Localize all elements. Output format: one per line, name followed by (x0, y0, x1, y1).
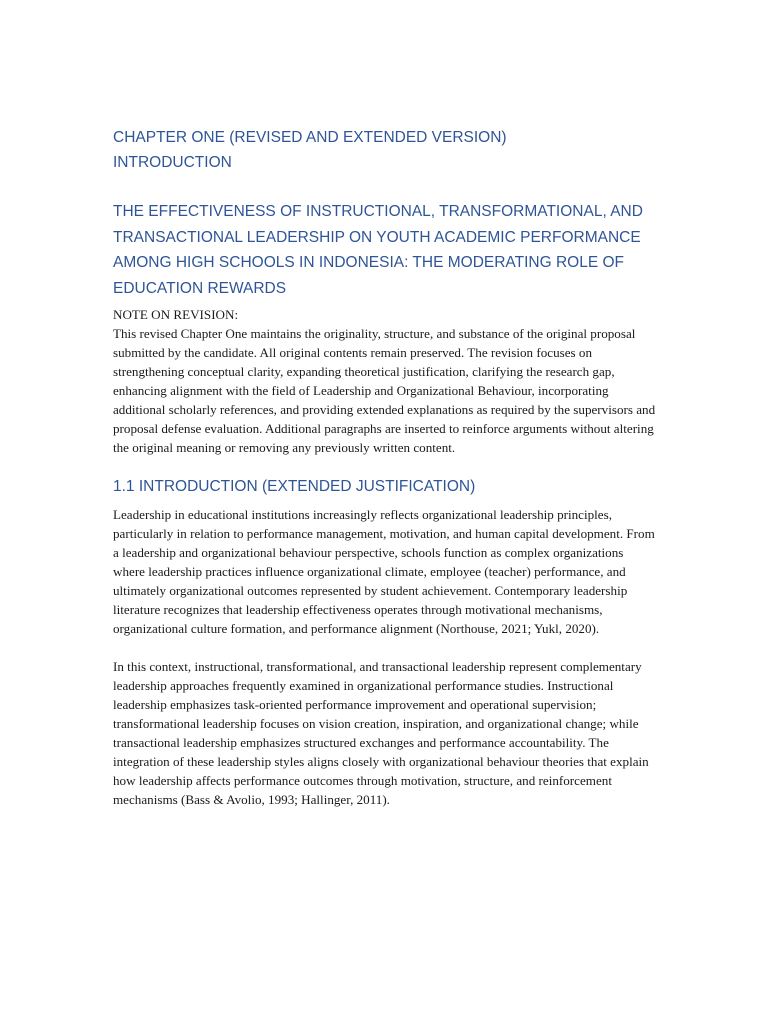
document-page (113, 125, 658, 809)
section-heading: 1.1 INTRODUCTION (EXTENDED JUSTIFICATION) (113, 478, 476, 495)
revision-note-label: NOTE ON REVISION: (113, 307, 239, 322)
chapter-title: CHAPTER ONE (REVISED AND EXTENDED VERSION) (113, 129, 507, 146)
chapter-subtitle: INTRODUCTION (113, 154, 232, 171)
thesis-title: THE EFFECTIVENESS OF INSTRUCTIONAL, TRANSFORMATIONAL, AND TRANSACTIONAL LEADERSHIP ON YOUTH ACADEMIC PERFORMANCE AMONG HIGH SCHOOLS IN INDONESIA: THE MODERATING ROLE OF EDUCATION REWARDS (113, 203, 643, 297)
body-paragraph: Leadership in educational institutions increasingly reflects organizational leadership principles, particularly in relation to performance management, motivation, and human capital development. From a leadership and organizational behaviour perspective, schools function as complex organizations where leadership practices influence organizational climate, employee (teacher) performance, and ultimately organizational outcomes represented by student achievement. Contemporary leadership literature recognizes that leadership effectiveness operates through motivational mechanisms, organizational culture formation, and performance alignment (Northouse, 2021; Yukl, 2020). (113, 507, 655, 636)
chapter-heading (113, 125, 658, 175)
body-paragraph: In this context, instructional, transformational, and transactional leadership represent complementary leadership approaches frequently examined in organizational performance studies. Instructional leadership emphasizes task-oriented performance improvement and operational supervision; transformational leadership focuses on vision creation, inspiration, and organizational change; while transactional leadership emphasizes structured exchanges and performance accountability. The integration of these leadership styles aligns closely with organizational behaviour theories that explain how leadership affects performance outcomes through motivation, structure, and reinforcement mechanisms (Bass & Avolio, 1993; Hallinger, 2011). (113, 659, 649, 807)
revision-note-text: This revised Chapter One maintains the originality, structure, and substance of the original proposal submitted by the candidate. All original contents remain preserved. The revision focuses on strengthening conceptual clarity, expanding theoretical justification, clarifying the research gap, enhancing alignment with the field of Leadership and Organizational Behaviour, incorporating additional scholarly references, and providing extended explanations as required by the supervisors and proposal defense evaluation. Additional paragraphs are inserted to reinforce arguments without altering the original meaning or removing any previously written content. (113, 326, 656, 455)
